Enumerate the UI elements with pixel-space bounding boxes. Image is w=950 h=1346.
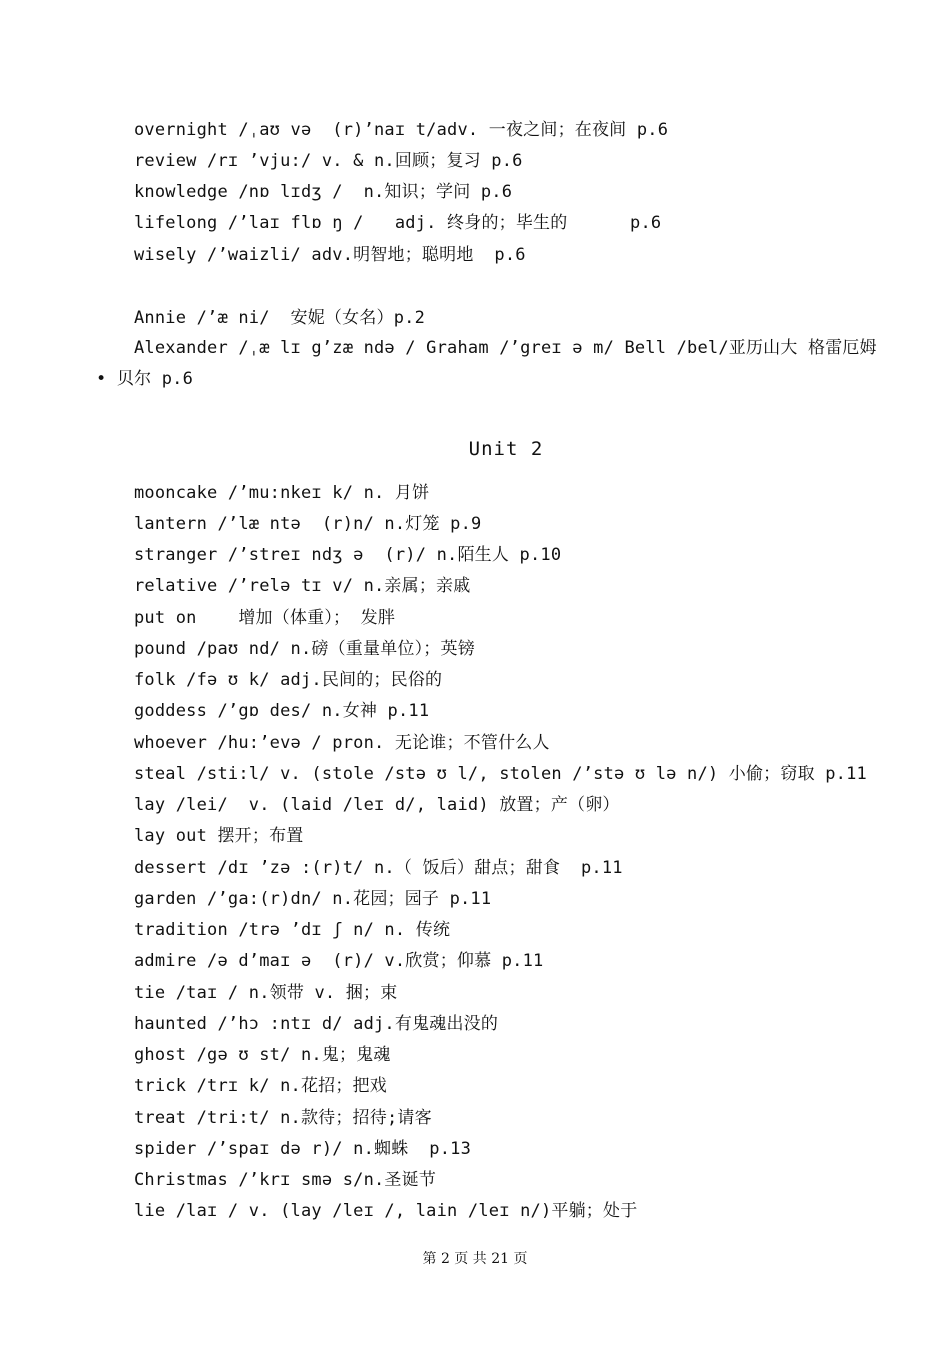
vocab-entry: folk /fə ʊ k/ adj.民间的；民俗的 — [134, 670, 443, 690]
vocab-entry: tie /taɪ / n.领带 v. 捆；束 — [134, 983, 398, 1003]
vocab-entry: lantern /’læ ntə (r)n/ n.灯笼 p.9 — [134, 514, 482, 534]
vocab-entry: lifelong /’laɪ flɒ ŋ / adj. 终身的；毕生的 p.6 — [134, 213, 662, 233]
vocab-entry: overnight /ˌaʊ və (r)’naɪ t/adv. 一夜之间；在夜间 p.6 — [134, 120, 669, 140]
vocab-entry: steal /sti:l/ v. (stole /stə ʊ l/, stolen /’stə ʊ lə n/) 小偷；窃取 p.11 — [134, 764, 867, 784]
vocab-entry: mooncake /’mu:nkeɪ k/ n. 月饼 — [134, 483, 430, 503]
vocab-entry: treat /tri:t/ n.款待；招待;请客 — [134, 1108, 432, 1128]
vocab-entry: lay out 摆开；布置 — [134, 826, 304, 846]
unit-heading: Unit 2 — [468, 438, 544, 460]
vocab-entry: haunted /’hɔ :ntɪ d/ adj.有鬼魂出没的 — [134, 1014, 499, 1034]
vocab-entry: dessert /dɪ ’zə :(r)t/ n.（ 饭后）甜点；甜食 p.11 — [134, 858, 623, 878]
vocab-entry: tradition /trə ’dɪ ʃ n/ n. 传统 — [134, 920, 451, 940]
vocab-entry: garden /’ga:(r)dn/ n.花园；园子 p.11 — [134, 889, 492, 909]
vocab-entry: pound /paʊ nd/ n.磅（重量单位）；英镑 — [134, 639, 475, 659]
vocab-entry: admire /ə d’maɪ ə (r)/ v.欣赏；仰慕 p.11 — [134, 951, 544, 971]
page-footer: 第 2 页 共 21 页 — [422, 1251, 528, 1267]
vocab-entry: lie /laɪ / v. (lay /leɪ /, lain /leɪ n/)平躺；处于 — [134, 1201, 638, 1221]
vocab-entry: lay /lei/ v. (laid /leɪ d/, laid) 放置；产（卵） — [134, 795, 620, 815]
vocab-entry: goddess /’gɒ des/ n.女神 p.11 — [134, 701, 430, 721]
vocab-entry: put on 增加（体重）； 发胖 — [134, 608, 396, 628]
name-entry: Annie /’æ ni/ 安妮（女名）p.2 — [134, 308, 426, 328]
vocab-entry: trick /trɪ k/ n.花招；把戏 — [134, 1076, 387, 1096]
vocab-entry: whoever /hu:’evə / pron. 无论谁；不管什么人 — [134, 733, 550, 753]
vocab-entry: Christmas /’krɪ smə s/n.圣诞节 — [134, 1170, 437, 1190]
name-entry: Alexander /ˌæ lɪ g’zæ ndə / Graham /’greɪ ə m/ Bell /bel/亚历山大 格雷厄姆 • 贝尔 p.6 — [96, 338, 877, 389]
vocab-entry: relative /’relə tɪ v/ n.亲属；亲戚 — [134, 576, 471, 596]
vocab-entry: ghost /gə ʊ st/ n.鬼；鬼魂 — [134, 1045, 391, 1065]
vocab-entry: knowledge /nɒ lɪdʒ / n.知识；学问 p.6 — [134, 182, 513, 202]
vocab-entry: wisely /’waizli/ adv.明智地；聪明地 p.6 — [134, 245, 526, 265]
vocab-entry: spider /’spaɪ də r)/ n.蜘蛛 p.13 — [134, 1139, 472, 1159]
vocab-entry: review /rɪ ’vju:/ v. & n.回顾；复习 p.6 — [134, 151, 523, 171]
vocab-entry: stranger /’streɪ ndʒ ə (r)/ n.陌生人 p.10 — [134, 545, 562, 565]
